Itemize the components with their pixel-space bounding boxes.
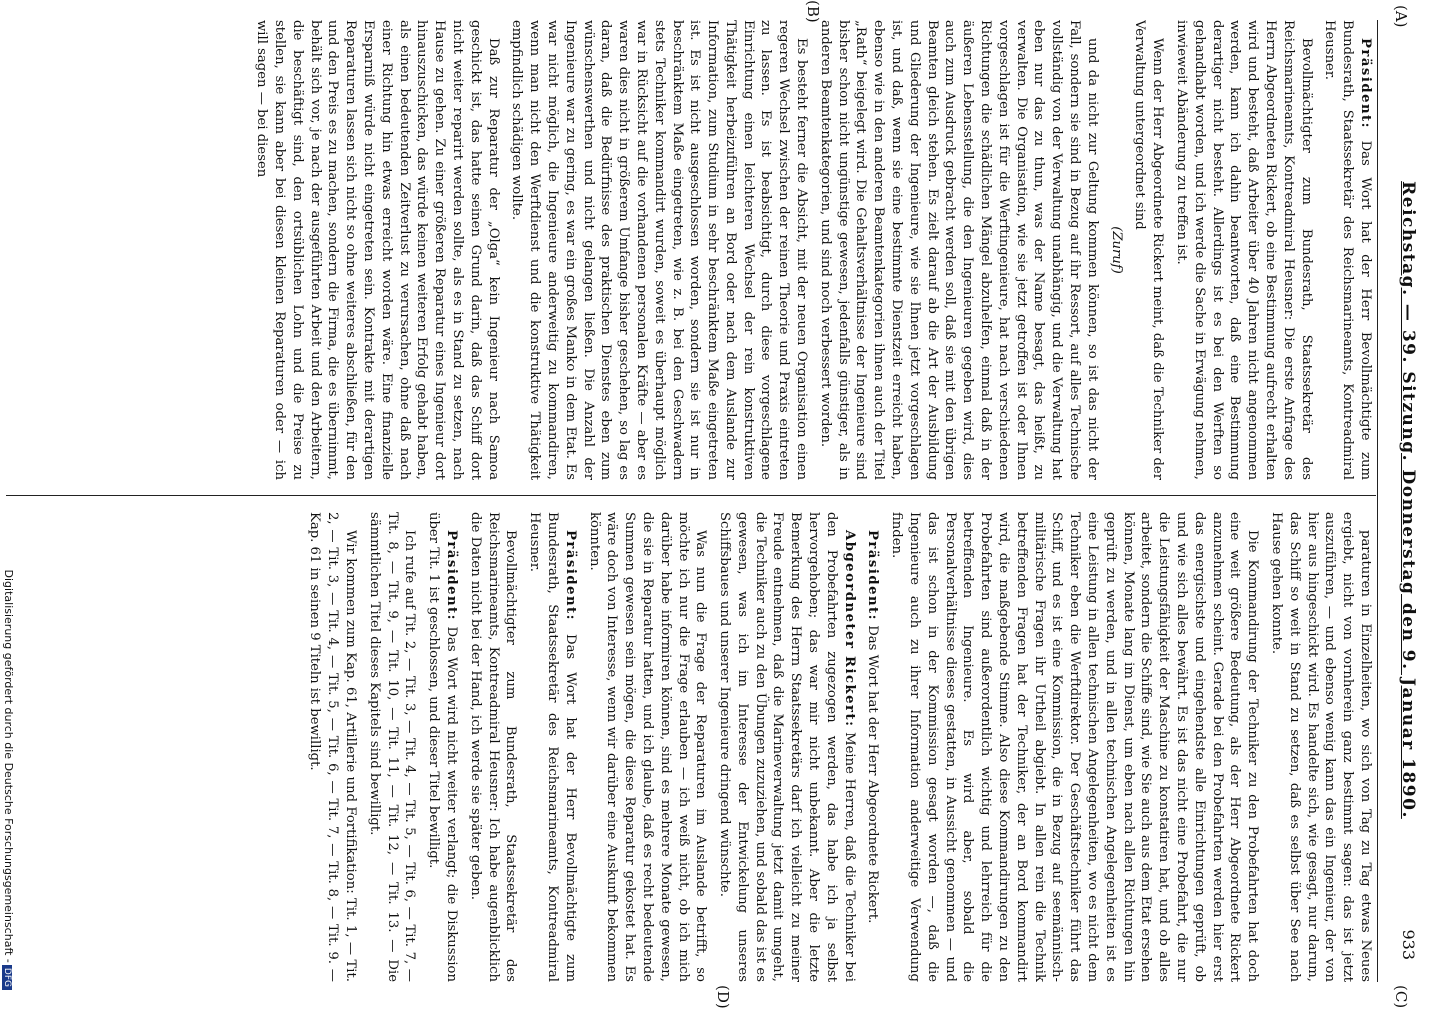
page-number: 933 [1399,929,1418,960]
paragraph-text: Das Wort wird nicht weiter verlangt; die Diskussion über Tit. 1 ist geschlossen, und dieser Titel bewilligt. [426,512,459,982]
paragraph [1267,512,1374,982]
speaker-name: Präsident: [562,530,578,622]
paragraph [424,512,460,982]
paragraph [508,20,811,480]
paragraph-text: Das Wort hat der Herr Bevollmächtigte zum Bundesrath, Staatssekretär des Reichsmarineamts, Kontreadmiral Heusner. [1322,20,1373,480]
footer-text: Digitalisierung gefördert durch die Deutsche Forschungsgemeinschaft - [2,569,15,963]
speaker-name: Präsident: [865,530,881,622]
paragraph-text: Bevollmächtigter zum Bundesrath, Staatssekretär des Reichsmarineamts, Kontreadmiral Heusner: Ich habe augenblicklich die Daten nicht bei der Hand, ich werde sie später geben. [467,512,519,982]
margin-mark-b: (B) [804,0,822,23]
paragraph-text: Die Kommandirung der Techniker zu den Probefahrten hat doch eine weit größere Bedeutung, als der Herr Abgeordnete Rickert anzunehmen scheint. Gerade bei den Probefahrten werden hier erst das energischste und eingehendste alle Einrichtungen geprüft, ob und wie sich alles bewährt. Es ist das nicht eine Probefahrt, die nur die Leistungsfähigkeit der Maschine zu konstatiren hat, und ob alles arbeitet, sondern die Schiffe sind, wie Sie auch aus dem Etat ersehen können, Monate lang im Dienst, um eben nach allen Richtungen hin geprüft zu werden, und in allen technischen Angelegenheiten ist es eine Leistung in allen technischen Angelegenheiten, wo es nicht dem Techniker eben die Werftdirektor. Der Geschäftstechniker führt das Schiff, und es ist eine Kommission, die in Bezug auf seemännisch-militärische Fragen ihr Urtheil abgiebt. In allen rein die Technik betreffenden Fragen hat der Techniker, der an Bord kommandirt wird, die maßgebende Stimme. Also diese Kommandirungen zu den Probefahrten sind außerordentlich wichtig und lehrreich für die betreffenden Ingenieure. Es wird aber, sobald die Personalverhältnisse dieses gestatten, in Aussicht genommen — und das ist schon in der Kommission gesagt worden —, daß die Ingenieure auch zu ihrer Information anderweitige Verwendung finden. [889,512,1261,982]
paragraph-text: Wir kommen zum Kap. 61, Artillerie und Fortifikation: Tit. 1, — Tit. 2, — Tit. 3, — Tit. 4, — Tit. 5, — Tit. 6, — Tit. 7, — Tit. 8, — Tit. 9. — Kap. 61 in seinen 9 Titeln ist bewilligt. [307,512,358,982]
right-column [4,512,1374,982]
paragraph [1172,20,1314,480]
left-column [4,20,1374,480]
paragraph [585,512,710,982]
speaker-name: Abgeordneter Rickert: [841,530,857,728]
paragraph [1321,20,1374,480]
header-rule [1377,20,1378,982]
paragraph [1131,20,1167,480]
paragraph-text: Was nun die Frage der Reparaturen im Auslande betrifft, so möchte ich nur die Frage erlauben — ich weiß nicht, ob ich mich darüber habe informiren können, sind es mehrere Monate gewesen, die sie in Reparatur hatten, und ich glaube, daß es recht bedeutende Summen gewesen sein mögen, die diese Reparatur gekostet hat. Es wäre doch von Interesse, wenn wir darüber eine Auskunft bekommen könnten. [586,512,709,982]
page-header [1374,0,1424,1000]
paragraph [1107,20,1125,480]
paragraph [864,512,882,982]
running-head: Reichstag. — 39. Sitzung. Donnerstag den 9. Januar 1890. [1398,181,1418,819]
paragraph-text: und da nicht zur Geltung kommen können, so ist das nicht der Fall, sondern sie sind in Bezug auf ihr Ressort, auf alles Technische vollständig von der Verwaltung unabhängig, und die Verwaltung hat eben nur das zu thun, was der Name besagt, das heißt, zu verwalten. Die Organisation, wie sie jetzt getroffen ist oder Ihnen vorgeschlagen ist für die Werftingenieure, hat nach verschiedenen Richtungen die schädlichen Mängel abzuhelfen, einmal daß in der äußeren Lebensstellung, die den Ingenieuren gegeben wird, dies auch zum Ausdruck gebracht werden soll, daß sie mit den übrigen Beamten gleich stehen. Es zielt darauf ab die Art der Ausbildung und Gliederung der Ingenieure, wie sie Ihnen jetzt vorgeschlagen ist, und daß, wenn sie eine bestimmte Dienstzeit erreicht haben, ebenso wie in den anderen Beamtenkategorien ihnen auch der Titel „Rath“ beigelegt wird. Die Gehaltsverhältnisse der Ingenieure sind bisher schon nicht ungünstige gewesen, jedenfalls günstiger, als in anderen Beamtenkategorien, und sind noch verbessert worden. [817,20,1100,480]
column-divider [6,495,1376,496]
margin-mark-c: (C) [1392,985,1410,1009]
paragraph [525,512,578,982]
paragraph-text: Ich rufe auf Tit. 2, — Tit. 3, — Tit. 4, — Tit. 5, — Tit. 6, — Tit. 7, — Tit. 8, — Tit. 9, — Tit. 10, — Tit. 11, — Tit. 12, — Tit. 13. — Die sämmtlichen Titel dieses Kapitels sind bewilligt. [366,512,418,982]
paragraph [252,20,501,480]
paragraph-text: paraturen in Einzelheiten, wo sich von Tag zu Tag etwas Neues ergiebt, nicht von vornherein ganz bestimmt sagen: das ist jetzt auszuführen, — und ebenso wenig kann das ein Ingenieur, der von hier aus hingeschickt wird. Es handelte sich, wie gesagt, nur darum, das Schiff so weit in Stand zu setzen, daß es selbst über See nach Hause gehen konnte. [1269,512,1373,982]
paragraph-text: (Zuruf) [1108,226,1124,274]
paragraph-text: Bevollmächtigter zum Bundesrath, Staatssekretär des Reichsmarineamts, Kontreadmiral Heusner: Die erste Anfrage des Herrn Abgeordneten Rickert, ob eine Bestimmung aufrecht erhalten wird und besteht, daß Arbeiter über 40 Jahren nicht angenommen werden, kann ich dahin beantworten, daß eine Bestimmung derartiger nicht besteht. Allerdings ist es bei den Werften so gehandhabt worden, und ich werde die Sache in Erwägung nehmen, inwieweit Abänderung zu treffen ist. [1174,20,1314,480]
paragraph [466,512,519,982]
paragraph-text: Das Wort hat der Herr Bevollmächtigte zum Bundesrath, Staatssekretär des Reichsmarineamts, Kontreadmiral Heusner. [527,512,578,982]
speaker-name: Präsident: [443,530,459,622]
paragraph [816,20,1101,480]
margin-mark-a: (A) [1392,5,1410,28]
paragraph-text: Meine Herren, daß die Techniker bei den Probefahrten zugezogen werden, das habe ich ja selbst hervorgehoben; das war mir nicht unbekannt. Aber die letzte Bemerkung des Herrn Staatssekretärs darf ich vielleicht zu meiner Freude entnehmen, daß die Marineverwaltung jetzt damit umgeht, die Techniker auch zu den Übungen zuzuziehen, und sobald das ist es gewesen, was ich im Interesse der Entwickelung unseres Schiffsbaues und unserer Ingenieure dringend wünschte. [717,512,857,982]
paragraph-text: Das Wort hat der Herr Abgeordnete Rickert. [865,625,881,924]
paragraph [887,512,1261,982]
paragraph [365,512,418,982]
speaker-name: Präsident: [1358,38,1373,130]
footer-credit [2,570,15,990]
dfg-logo: DFG [2,965,12,990]
paragraph [306,512,359,982]
paragraph [715,512,857,982]
margin-mark-d: (D) [714,985,732,1009]
paragraph-text: Es besteht ferner die Absicht, mit der neuen Organisation einen regeren Wechsel zwischen der reinen Theorie und Praxis eintreten zu lassen. Es ist beabsichtigt, durch diese vorgeschlagene Einrichtung einen leichteren Wechsel der rein konstruktiven Thätigkeit herbeizuführen an Bord oder nach dem Auslande zur Information, zum Studium in sehr beschränktem Maße eingetreten ist. Es ist nicht ausgeschlossen worden, sondern sie ist nur in beschränktem Maße eingetreten, wie z. B. bei den Geschwadern stets Techniker kommandirt wurden, soweit es überhaupt möglich war in Rücksicht auf die vorhandenen personalen Kräfte — aber es waren dies nicht in größerem Umfange bisher geschehen, so lag es daran, daß die Bedürfnisse des praktischen Dienstes eben zum wünschenswerthen und nicht gelangen ließen. Die Anzahl der Ingenieure war zu gering, es war ein großes Manko in dem Etat. Es war nicht möglich, die Ingenieure anderweitig zu kommandiren, wenn man nicht den Werftdienst und die konstruktive Thätigkeit empfindlich schädigen wollte. [509,20,810,480]
paragraph-text: Daß zur Reparatur der „Olga“ kein Ingenieur nach Samoa geschickt ist, das hatte seinen Grund darin, daß das Schiff dort nicht weiter reparirt werden sollte, als es in Stand zu setzen, nach Hause zu gehen. Zu einer größeren Reparatur eines Ingenieur dort hinauszuschicken, das würde keinen weiteren Erfolg gehabt haben, als einen bedeutenden Zeitverlust zu verursachen, ohne daß nach einer Richtung hin etwas erreicht worden wäre. Eine finanzielle Ersparniß würde nicht eingetreten sein. Kontrakte mit derartigen Reparaturen lassen sich nicht so ohne weiteres abschließen, für den und den Preis es zu machen, sondern die Firma, die es übernimmt, behält sich vor, je nach der ausgeführten Arbeit und den Arbeitern, die beschäftigt sind, den ortsüblichen Lohn und die Preise zu stellen, sie kann aber bei diesen kleinen Reparaturen oder — ich will sagen — bei diesen [254,20,501,480]
paragraph-text: Wenn der Herr Abgeordnete Rickert meint, daß die Techniker der Verwaltung untergeordnet sind [1132,20,1166,480]
